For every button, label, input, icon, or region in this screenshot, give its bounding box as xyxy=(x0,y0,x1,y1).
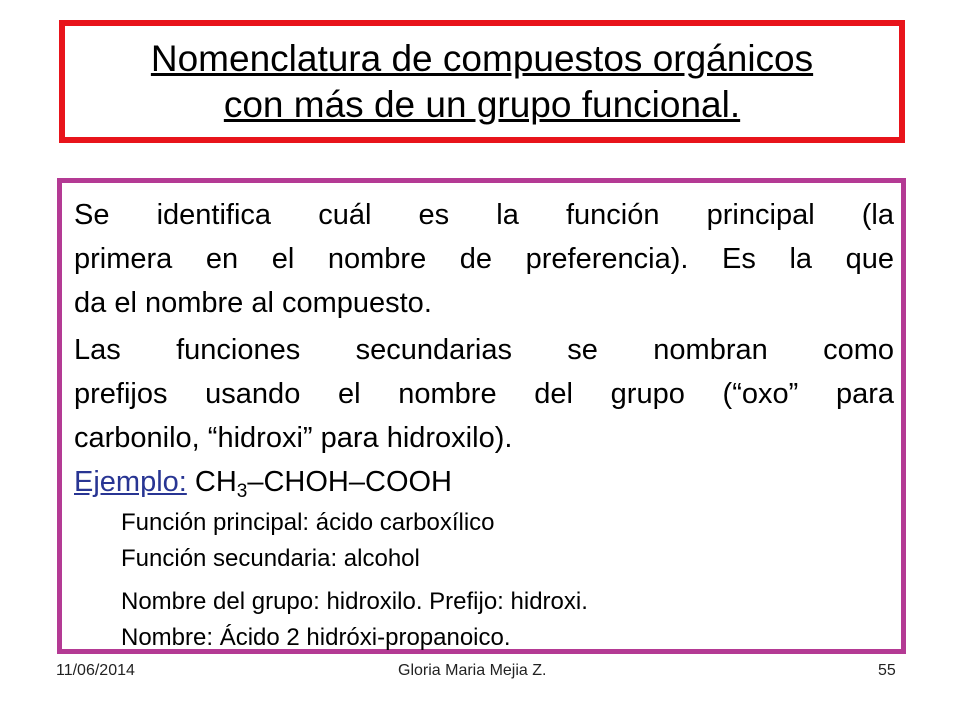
formula-subscript: 3 xyxy=(236,481,248,502)
footer-date: 11/06/2014 xyxy=(56,662,135,679)
formula-prefix: CH xyxy=(194,466,237,498)
paragraph-line: primera en el nombre de preferencia). Es la que xyxy=(74,243,894,275)
slide-title-line-2: con más de un grupo funcional. xyxy=(223,84,741,125)
paragraph-line: carbonilo, “hidroxi” para hidroxilo). xyxy=(74,422,513,454)
detail-secondary-function: Función secundaria: alcohol xyxy=(121,545,420,572)
paragraph-line: Se identifica cuál es la función principal (la xyxy=(74,199,894,231)
title-box xyxy=(59,20,905,143)
paragraph-secondary-functions xyxy=(74,328,894,460)
detail-group-name: Nombre del grupo: hidroxilo. Prefijo: hidroxi. xyxy=(121,588,588,615)
example-formula xyxy=(194,466,453,502)
footer-author: Gloria Maria Mejia Z. xyxy=(398,662,547,679)
paragraph-line: da el nombre al compuesto. xyxy=(74,287,432,319)
example-line xyxy=(74,465,452,509)
footer-page-number: 55 xyxy=(878,662,896,679)
detail-compound-name: Nombre: Ácido 2 hidróxi-propanoico. xyxy=(121,624,511,651)
content-box xyxy=(57,178,906,654)
paragraph-main-function xyxy=(74,193,894,325)
paragraph-line: prefijos usando el nombre del grupo (“oxo” para xyxy=(74,378,894,410)
formula-suffix: –CHOH–COOH xyxy=(247,466,453,498)
detail-main-function: Función principal: ácido carboxílico xyxy=(121,509,495,536)
example-label: Ejemplo: xyxy=(74,466,187,498)
slide-title-line-1: Nomenclatura de compuestos orgánicos xyxy=(150,38,814,79)
paragraph-line: Las funciones secundarias se nombran como xyxy=(74,334,894,366)
